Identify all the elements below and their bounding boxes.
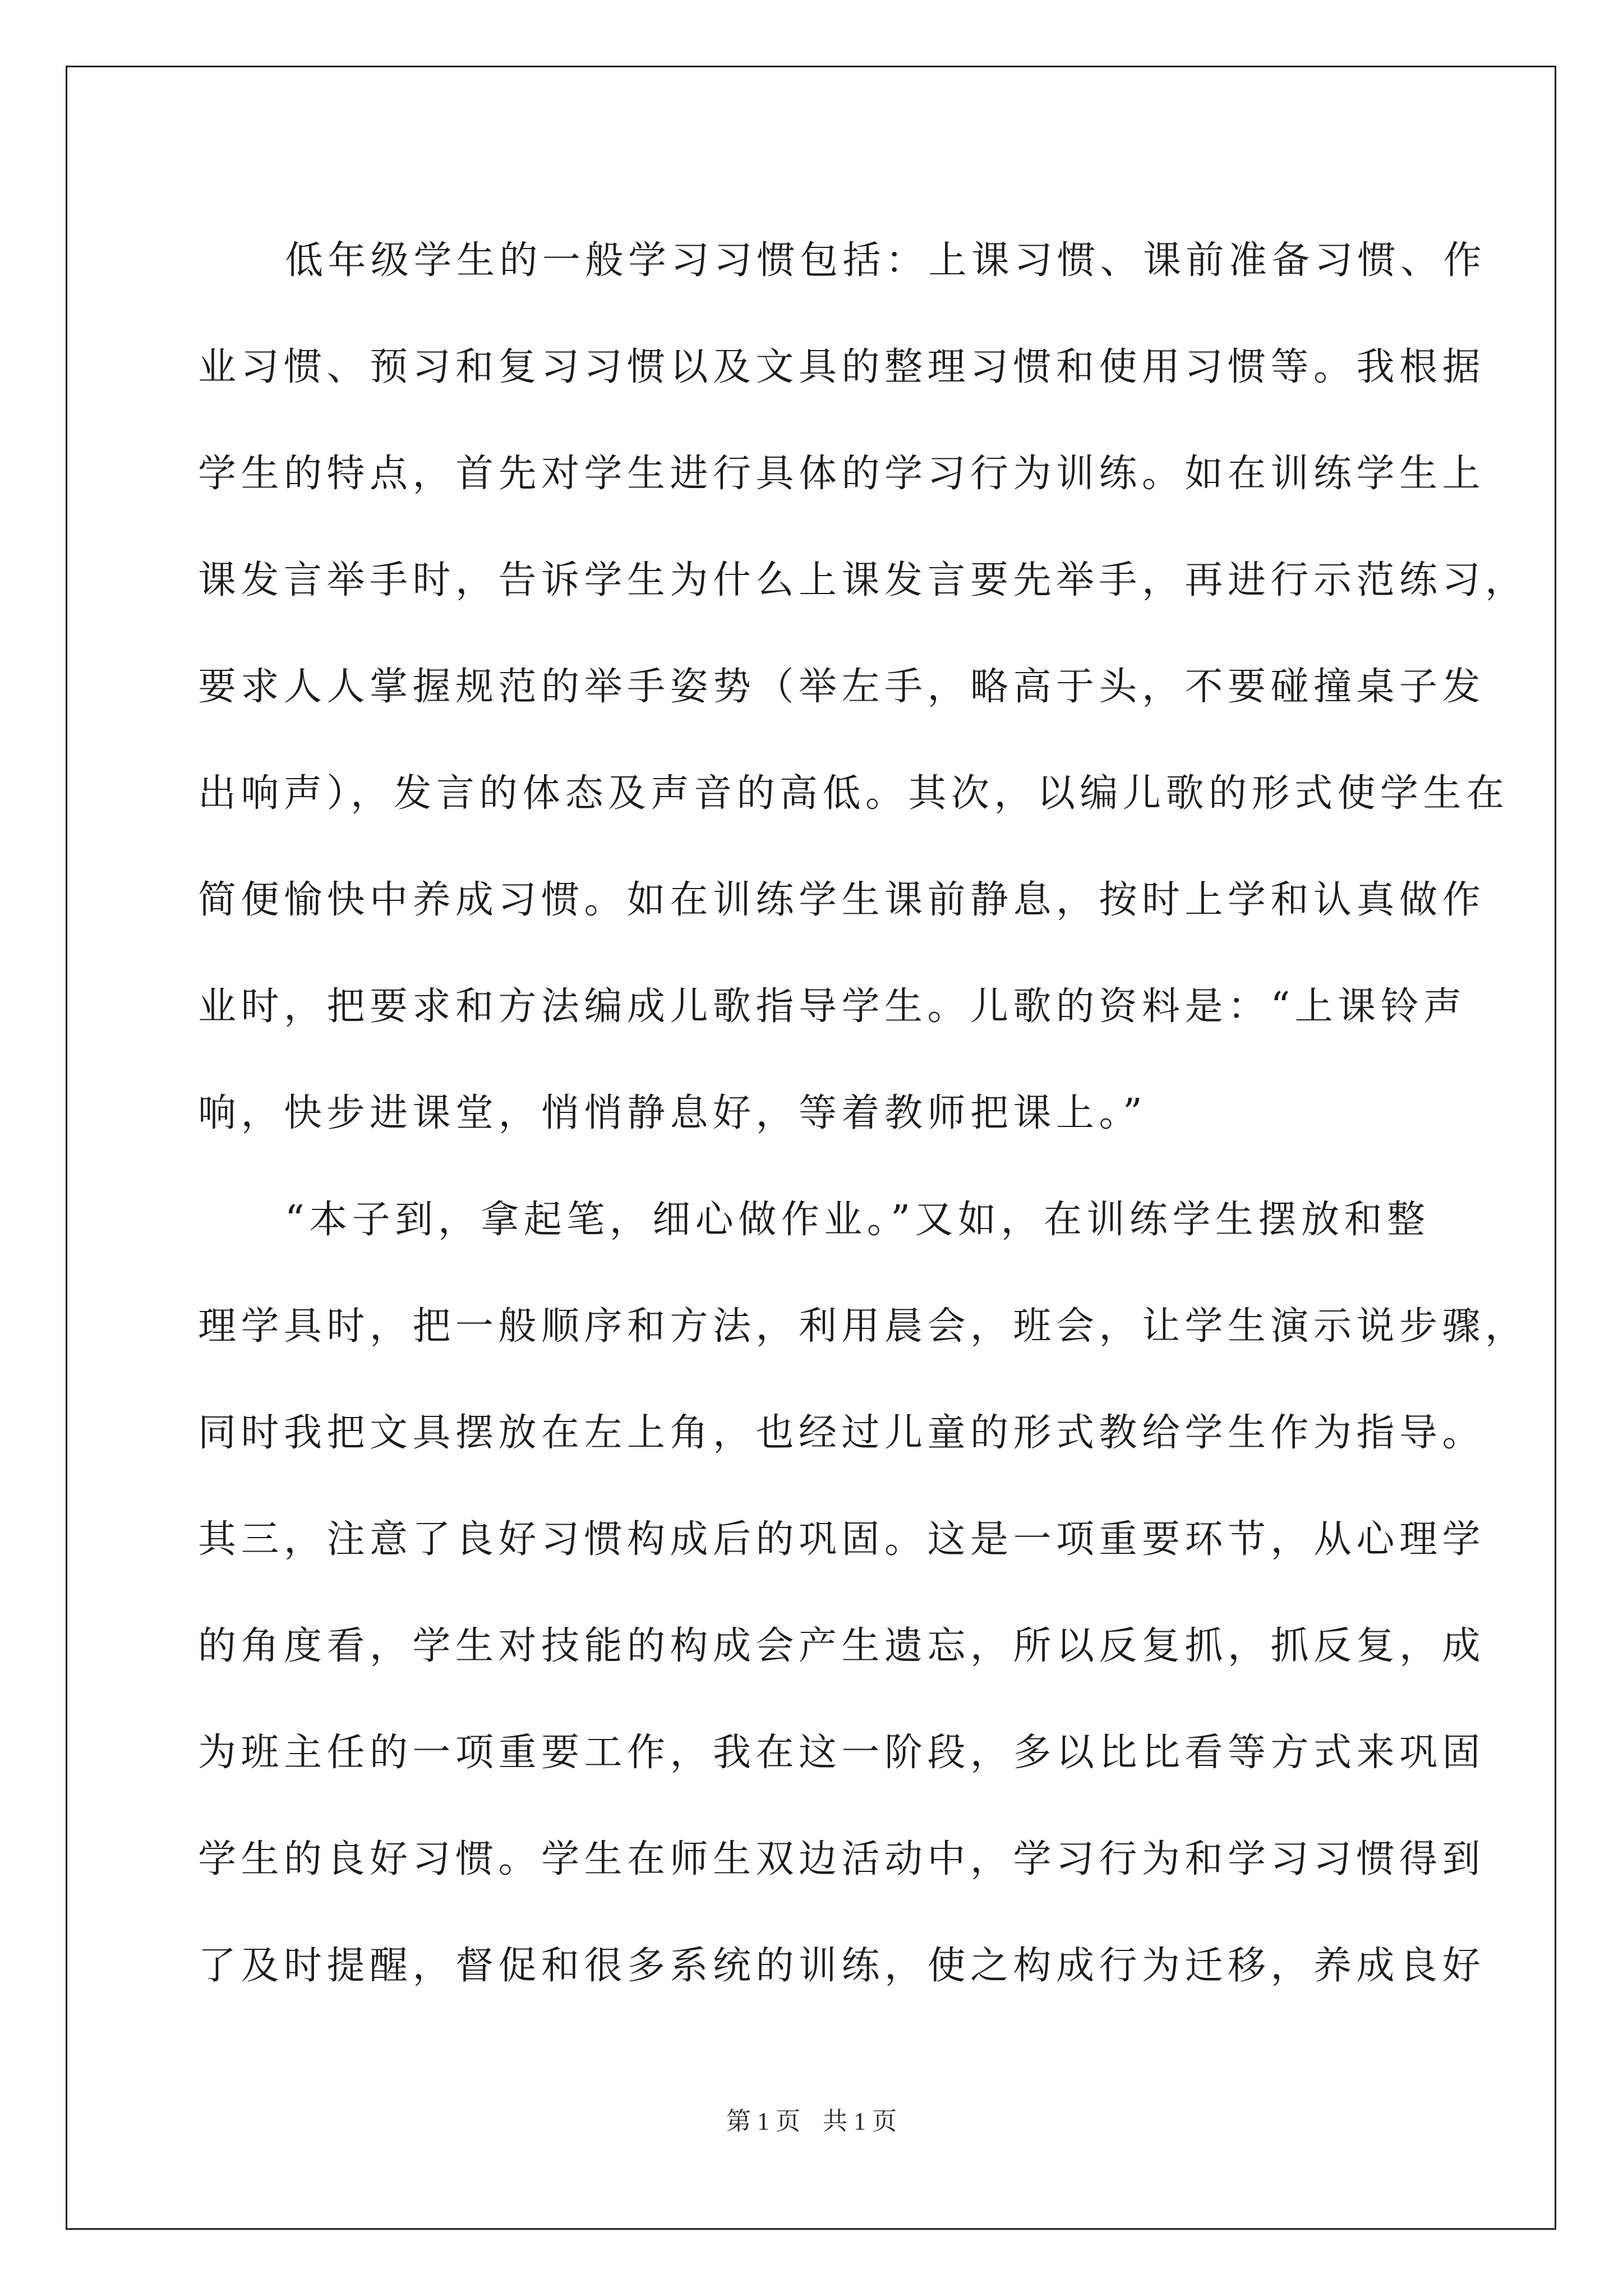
text-line: 要求人人掌握规范的举手姿势（举左手，略高于头，不要碰撞桌子发 — [198, 665, 1486, 709]
page-total: 共 1 页 — [823, 2108, 897, 2135]
text-line: 为班主任的一项重要工作，我在这一阶段，多以比比看等方式来巩固 — [198, 1731, 1486, 1775]
text-line: 业时，把要求和方法编成儿歌指导学生。儿歌的资料是：“上课铃声 — [198, 984, 1467, 1029]
text-line: 学生的特点，首先对学生进行具体的学习行为训练。如在训练学生上 — [198, 452, 1486, 496]
text-line: 低年级学生的一般学习习惯包括：上课习惯、课前准备习惯、作 — [285, 238, 1487, 283]
text-line: 同时我把文具摆放在左上角，也经过儿童的形式教给学生作为指导。 — [198, 1411, 1486, 1455]
text-line: 业习惯、预习和复习习惯以及文具的整理习惯和使用习惯等。我根据 — [198, 345, 1486, 389]
page-footer — [0, 2101, 1623, 2137]
text-line: 的角度看，学生对技能的构成会产生遗忘，所以反复抓，抓反复，成 — [198, 1624, 1486, 1668]
text-line: 简便愉快中养成习惯。如在训练学生课前静息，按时上学和认真做作 — [198, 878, 1486, 922]
text-line: 学生的良好习惯。学生在师生双边活动中，学习行为和学习习惯得到 — [198, 1837, 1486, 1881]
text-line: 其三，注意了良好习惯构成后的巩固。这是一项重要环节，从心理学 — [198, 1517, 1486, 1562]
text-line: “本子到，拿起笔，细心做作业。”又如，在训练学生摆放和整 — [285, 1198, 1430, 1242]
document-body — [198, 208, 1528, 2019]
text-line: 了及时提醒，督促和很多系统的训练，使之构成行为迁移，养成良好 — [198, 1944, 1486, 1988]
text-line: 出响声），发言的体态及声音的高低。其次，以编儿歌的形式使学生在 — [198, 771, 1509, 816]
text-line: 理学具时，把一般顺序和方法，利用晨会，班会，让学生演示说步骤， — [198, 1304, 1528, 1349]
text-line: 响，快步进课堂，悄悄静息好，等着教师把课上。” — [198, 1091, 1147, 1135]
text-line: 课发言举手时，告诉学生为什么上课发言要先举手，再进行示范练习， — [198, 558, 1528, 602]
page-number: 第 1 页 — [726, 2108, 800, 2135]
